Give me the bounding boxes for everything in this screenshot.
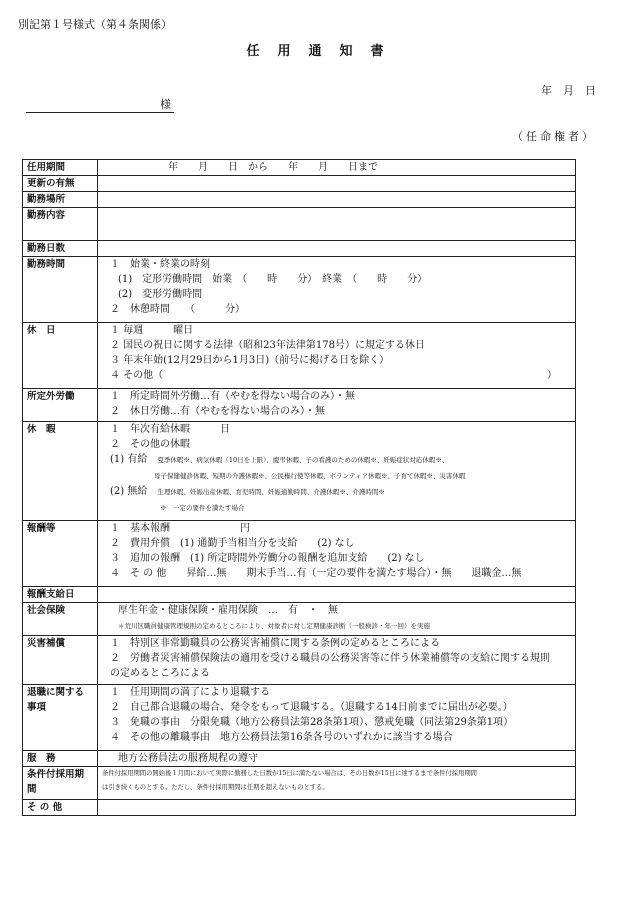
overtime-line: ２ 休日労働…有（やむを得ない場合のみ）・無 xyxy=(110,406,325,417)
social-insurance-line: ＊荒川区職員健康管理規則の定めるところにより、対象者に対し定期健康診断（一般検診・年一回）を実施 xyxy=(118,622,430,630)
appointing-authority: （任命権者） xyxy=(512,130,596,143)
holidays-line: ４ その他（ ） xyxy=(110,370,557,381)
leave-line: (1) 有給 夏季休暇※、病気休暇（10日を上限）、慶弔休暇、子の看護のための休暇※、妊娠症状対応休暇※、 xyxy=(110,454,449,465)
hours-label: 勤務時間 xyxy=(23,257,98,323)
holidays-line: １ 毎週 曜日 xyxy=(110,325,194,336)
overtime-line: １ 所定時間外労働…有（やむを得ない場合のみ）・無 xyxy=(110,391,355,402)
leave-line: (2) 無給 生理休暇、妊娠出産休暇、育児時間、妊娠通勤時間、介護休暇※、介護時間※ xyxy=(110,486,385,497)
row-retirement xyxy=(23,685,576,751)
workplace-value[interactable] xyxy=(98,192,576,208)
form-number-label: 別記第１号様式（第４条関係） xyxy=(18,18,172,31)
appointment-form-table xyxy=(22,159,576,816)
overtime-value[interactable] xyxy=(98,389,576,422)
row-probation xyxy=(23,767,576,800)
duties-label: 勤務内容 xyxy=(23,208,98,241)
retirement-value[interactable] xyxy=(98,685,576,751)
compensation-value[interactable] xyxy=(98,521,576,587)
retirement-label: 退職に関する事項 xyxy=(23,685,98,751)
accident-comp-value[interactable] xyxy=(98,636,576,685)
row-other xyxy=(23,800,576,816)
leave-value[interactable] xyxy=(98,422,576,521)
compensation-line: １ 基本報酬 円 xyxy=(110,523,250,534)
addressee-name-field[interactable] xyxy=(26,98,174,113)
row-period xyxy=(23,160,576,176)
holidays-label: 休 日 xyxy=(23,323,98,389)
probation-line: 条件付採用期間の開始後１月間において実際に勤務した日数が15日に満たない場合は、その日数が15日に達するまで条件付採用期間 xyxy=(102,770,477,777)
retirement-line: ４ その他の離職事由 地方公務員法第16条各号のいずれかに該当する場合 xyxy=(110,732,453,743)
period-value[interactable]: 年 月 日 から 年 月 日まで xyxy=(98,160,576,176)
discipline-value[interactable]: 地方公務員法の服務規程の遵守 xyxy=(98,751,576,767)
row-renewal xyxy=(23,176,576,192)
compensation-line: ４ そ の 他 昇給…無 期末手当…有（一定の要件を満たす場合）・無 退職金…無 xyxy=(110,568,522,579)
document-title: 任用通知書 xyxy=(246,44,402,59)
other-label: そ の 他 xyxy=(23,800,98,816)
leave-line: １ 年次有給休暇 日 xyxy=(110,424,230,435)
social-insurance-label: 社会保険 xyxy=(23,603,98,636)
workdays-label: 勤務日数 xyxy=(23,241,98,257)
row-discipline xyxy=(23,751,576,767)
row-workplace xyxy=(23,192,576,208)
row-workdays xyxy=(23,241,576,257)
duties-value[interactable] xyxy=(98,208,576,241)
leave-line: 母子保健健診休暇、短期の介護休暇※、公民権行使等休暇、ボランティア休暇※、子育て休暇※、災害休暇 xyxy=(154,472,466,480)
leave-line: ２ その他の休暇 xyxy=(110,439,190,450)
row-social-insurance xyxy=(23,603,576,636)
workplace-label: 勤務場所 xyxy=(23,192,98,208)
accident-comp-label: 災害補償 xyxy=(23,636,98,685)
period-label: 任用期間 xyxy=(23,160,98,176)
row-compensation xyxy=(23,521,576,587)
row-overtime xyxy=(23,389,576,422)
accident-comp-line: の定めるところによる xyxy=(110,668,210,679)
row-payday xyxy=(23,587,576,603)
compensation-line: ２ 費用弁償 (1) 通勤手当相当分を支給 (2) なし xyxy=(110,538,355,549)
workdays-value[interactable] xyxy=(98,241,576,257)
accident-comp-line: ２ 労働者災害補償保険法の適用を受ける職員の公務災害等に伴う休業補償等の支給に関する規則 xyxy=(110,653,550,664)
accident-comp-line: １ 特別区非常勤職員の公務災害補償に関する条例の定めるところによる xyxy=(110,638,440,649)
holidays-line: ２ 国民の祝日に関する法律（昭和23年法律第178号）に規定する休日 xyxy=(110,340,425,351)
probation-label: 条件付採用期間 xyxy=(23,767,98,800)
row-accident-comp xyxy=(23,636,576,685)
leave-line: ※ 一定の要件を満たす場合 xyxy=(160,504,245,512)
discipline-label: 服 務 xyxy=(23,751,98,767)
renewal-value[interactable] xyxy=(98,176,576,192)
compensation-label: 報酬等 xyxy=(23,521,98,587)
holidays-line: ３ 年末年始(12月29日から1月3日)（前号に掲げる日を除く） xyxy=(110,355,390,366)
hours-line: (2) 変形労働時間 xyxy=(118,289,203,300)
row-holidays xyxy=(23,323,576,389)
date-line: 年 月 日 xyxy=(541,84,596,97)
overtime-label: 所定外労働 xyxy=(23,389,98,422)
hours-line: １ 始業・終業の時刻 xyxy=(110,259,210,270)
social-insurance-line: 厚生年金・健康保険・雇用保険 … 有 ・ 無 xyxy=(118,605,338,616)
retirement-line: ２ 自己都合退職の場合、発令をもって退職する。（退職する14日前までに届出が必要。） xyxy=(110,702,513,713)
renewal-label: 更新の有無 xyxy=(23,176,98,192)
payday-value[interactable] xyxy=(98,587,576,603)
social-insurance-value[interactable] xyxy=(98,603,576,636)
probation-value[interactable] xyxy=(98,767,576,800)
payday-label: 報酬支給日 xyxy=(23,587,98,603)
other-value[interactable] xyxy=(98,800,576,816)
row-duties xyxy=(23,208,576,241)
addressee-honorific: 様 xyxy=(160,98,171,111)
leave-label: 休 暇 xyxy=(23,422,98,521)
hours-line: (1) 定形労働時間 始業 （ 時 分） 終業 （ 時 分） xyxy=(118,274,428,285)
row-leave xyxy=(23,422,576,521)
probation-line: は引き続くものとする。ただし、条件付採用期間は任期を超えないものとする。 xyxy=(102,784,329,791)
row-hours xyxy=(23,257,576,323)
retirement-line: ３ 免職の事由 分限免職（地方公務員法第28条第1項）、懲戒免職（同法第29条第1項） xyxy=(110,717,514,728)
retirement-line: １ 任用期間の満了により退職する xyxy=(110,687,270,698)
compensation-line: ３ 追加の報酬 (1) 所定時間外労働分の報酬を追加支給 (2) なし xyxy=(110,553,425,564)
holidays-value[interactable] xyxy=(98,323,576,389)
hours-value[interactable] xyxy=(98,257,576,323)
hours-line: ２ 休憩時間 （ 分） xyxy=(110,304,245,315)
